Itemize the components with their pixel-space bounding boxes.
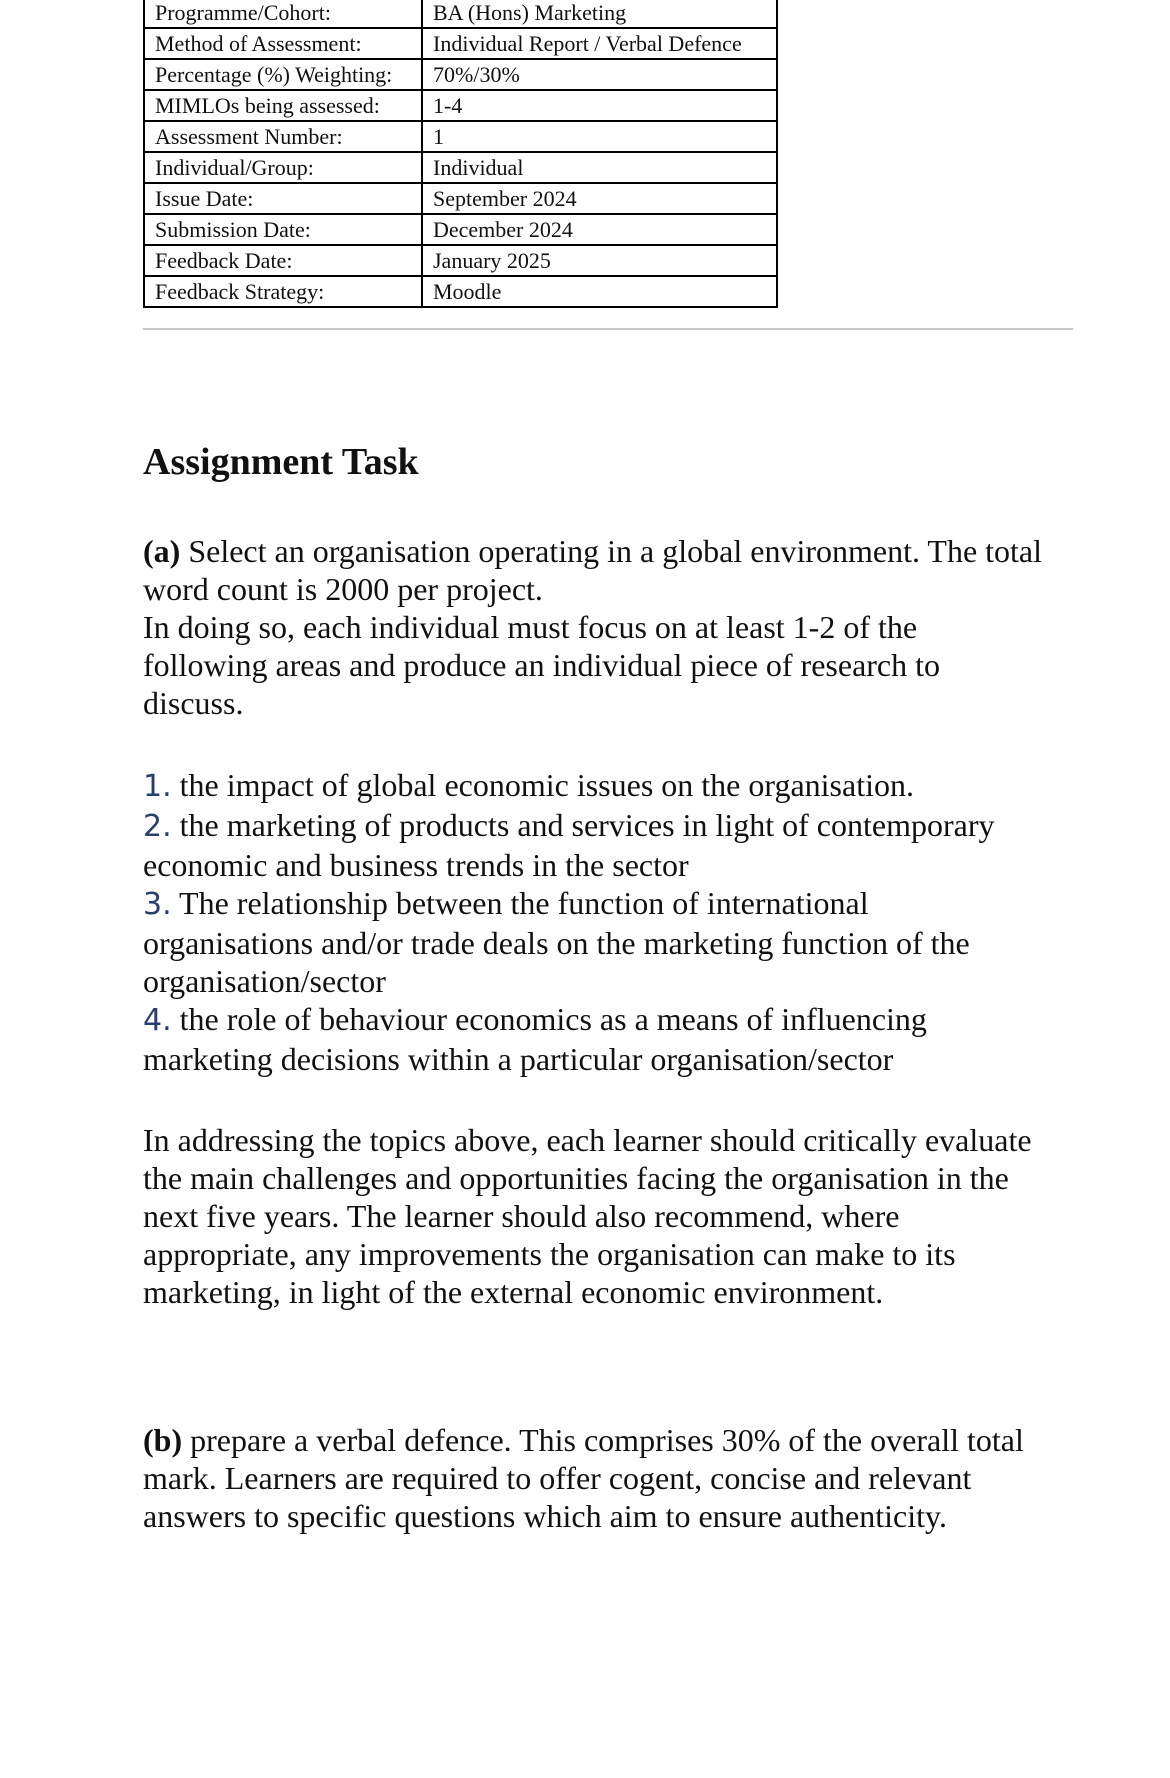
table-row (144, 0, 777, 28)
part-a-label: (a) (143, 533, 181, 569)
list-number: 1. (143, 769, 172, 804)
assessment-number-value: 1 (422, 121, 777, 152)
list-number: 3. (143, 887, 172, 922)
weighting-label: Percentage (%) Weighting: (144, 59, 422, 90)
table-row (144, 214, 777, 245)
individual-group-value: Individual (422, 152, 777, 183)
list-item-text: The relationship between the function of international organisations and/or trade deals on the marketing function of the organisation/sector (143, 885, 970, 999)
table-row (144, 121, 777, 152)
feedback-date-label: Feedback Date: (144, 245, 422, 276)
list-item (143, 884, 1043, 1000)
part-b-text: prepare a verbal defence. This comprises 30% of the overall total mark. Learners are required to offer cogent, concise and relevant answers to specific questions which aim to ensure authenticity. (143, 1422, 1024, 1534)
list-item (143, 766, 1043, 806)
submission-date-value: December 2024 (422, 214, 777, 245)
table-row (144, 59, 777, 90)
part-a-text: Select an organisation operating in a global environment. The total word count is 2000 per project. (143, 533, 1043, 607)
assessment-number-label: Assessment Number: (144, 121, 422, 152)
programme-label: Programme/Cohort: (144, 0, 422, 28)
issue-date-value: September 2024 (422, 183, 777, 214)
evaluation-paragraph: In addressing the topics above, each learner should critically evaluate the main challenges and opportunities facing the organisation in the next five years. The learner should also recommend, where appropriate, any improvements the organisation can make to its marketing, in light of the external economic environment. (143, 1122, 1032, 1310)
feedback-date-value: January 2025 (422, 245, 777, 276)
feedback-strategy-label: Feedback Strategy: (144, 276, 422, 307)
assignment-task-heading: Assignment Task (143, 441, 419, 483)
part-a-paragraph (143, 532, 1043, 722)
table-row (144, 276, 777, 307)
mimlos-label: MIMLOs being assessed: (144, 90, 422, 121)
list-item-text: the marketing of products and services in light of contemporary economic and business trends in the sector (143, 807, 995, 883)
list-item-text: the impact of global economic issues on the organisation. (179, 767, 914, 803)
list-number: 4. (143, 1003, 172, 1038)
method-value: Individual Report / Verbal Defence (422, 28, 777, 59)
table-row (144, 28, 777, 59)
table-row (144, 245, 777, 276)
submission-date-label: Submission Date: (144, 214, 422, 245)
part-b-paragraph (143, 1421, 1043, 1535)
list-item-text: the role of behaviour economics as a means of influencing marketing decisions within a particular organisation/sector (143, 1001, 927, 1077)
issue-date-label: Issue Date: (144, 183, 422, 214)
assessment-info-table (143, 0, 778, 308)
table-row (144, 90, 777, 121)
method-label: Method of Assessment: (144, 28, 422, 59)
mimlos-value: 1-4 (422, 90, 777, 121)
list-number: 2. (143, 809, 172, 844)
list-item (143, 806, 1043, 884)
part-b-label: (b) (143, 1422, 183, 1458)
part-a-focus-text: In doing so, each individual must focus on at least 1-2 of the following areas and produce an individual piece of research to discuss. (143, 609, 941, 721)
section-divider (143, 328, 1073, 330)
table-row (144, 183, 777, 214)
focus-areas-list (143, 766, 1043, 1078)
weighting-value: 70%/30% (422, 59, 777, 90)
feedback-strategy-value: Moodle (422, 276, 777, 307)
list-item (143, 1000, 1043, 1078)
table-row (144, 152, 777, 183)
individual-group-label: Individual/Group: (144, 152, 422, 183)
programme-value: BA (Hons) Marketing (422, 0, 777, 28)
